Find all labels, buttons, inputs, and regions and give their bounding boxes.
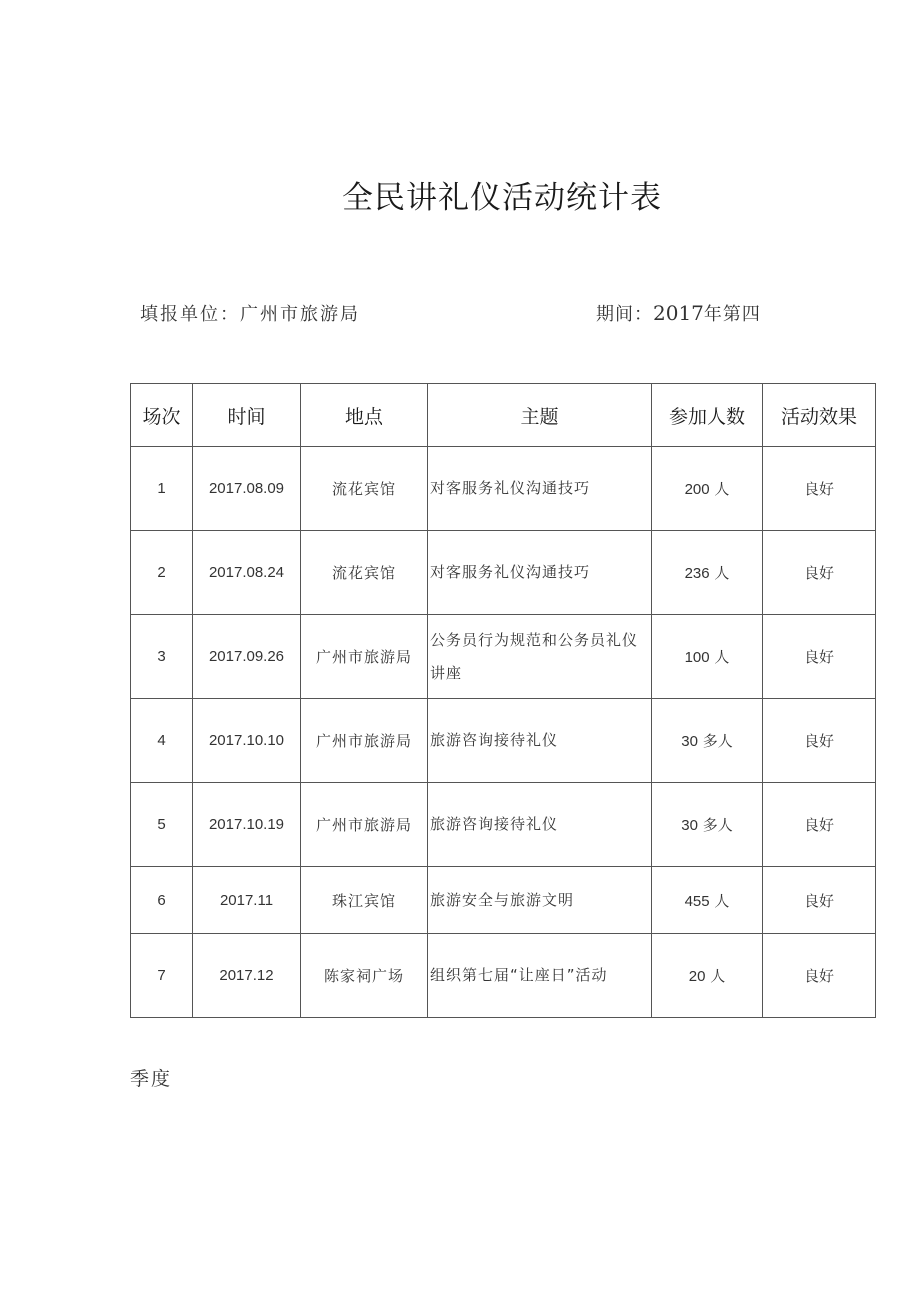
cell-time-text: 2017.09.26 [208,648,285,665]
participants-number: 455 [684,892,710,910]
cell-place: 广州市旅游局 [301,783,428,867]
cell-topic: 组织第七届“让座日”活动 [428,934,652,1018]
period-suffix: 年第四 [703,304,761,325]
table-header-row [131,384,876,447]
table-row [131,934,876,1018]
cell-place: 广州市旅游局 [301,699,428,783]
table-row [131,867,876,934]
participants-number: 200 [684,481,710,498]
cell-topic: 对客服务礼仪沟通技巧 [428,531,652,615]
participants-unit: 人 [714,480,730,498]
period-line [596,300,761,326]
footer-note: 季度 [130,1068,173,1090]
header-time: 时间 [193,384,301,447]
activity-table [130,383,876,1018]
cell-time [193,867,301,934]
cell-time-text: 2017.10.19 [208,816,285,833]
header-effect: 活动效果 [763,384,876,447]
cell-time [193,783,301,867]
participants-unit: 多人 [702,816,733,834]
cell-time [193,699,301,783]
period-label: 期间： [596,304,653,325]
cell-place: 流花宾馆 [301,447,428,531]
cell-participants [652,867,763,934]
header-session: 场次 [131,384,193,447]
cell-place: 陈家祠广场 [301,934,428,1018]
cell-effect: 良好 [763,934,876,1018]
cell-participants [652,699,763,783]
cell-effect: 良好 [763,783,876,867]
participants-number: 100 [684,649,710,666]
cell-participants [652,934,763,1018]
cell-participants [652,783,763,867]
cell-participants [652,615,763,699]
cell-topic: 对客服务礼仪沟通技巧 [428,447,652,531]
participants-number: 30 [681,733,698,750]
page-title: 全民讲礼仪活动统计表 [342,180,662,216]
cell-session: 4 [131,699,193,783]
cell-session: 6 [131,867,193,934]
fill-unit-label: 填报单位： [140,304,240,325]
table-row [131,615,876,699]
cell-time-text: 2017.08.24 [208,564,285,581]
table-row [131,783,876,867]
table-row [131,699,876,783]
header-topic: 主题 [428,384,652,447]
cell-effect: 良好 [763,447,876,531]
participants-unit: 多人 [702,732,733,750]
cell-time-text: 2017.10.10 [208,732,285,749]
cell-effect: 良好 [763,867,876,934]
cell-topic: 旅游咨询接待礼仪 [428,699,652,783]
fill-unit-value: 广州市旅游局 [240,304,360,325]
header-participants: 参加人数 [652,384,763,447]
header-place: 地点 [301,384,428,447]
cell-session: 5 [131,783,193,867]
participants-unit: 人 [714,648,730,666]
cell-participants [652,447,763,531]
cell-effect: 良好 [763,531,876,615]
participants-unit: 人 [714,891,730,910]
cell-time-text: 2017.12 [219,967,274,984]
cell-topic: 公务员行为规范和公务员礼仪讲座 [428,615,652,699]
participants-number: 30 [681,817,698,834]
cell-time [193,531,301,615]
cell-session: 3 [131,615,193,699]
cell-topic: 旅游咨询接待礼仪 [428,783,652,867]
cell-effect: 良好 [763,615,876,699]
cell-session: 7 [131,934,193,1018]
cell-time [193,615,301,699]
cell-time [193,934,301,1018]
cell-topic: 旅游安全与旅游文明 [428,867,652,934]
fill-unit-line [140,300,360,326]
cell-time-text: 2017.11 [219,891,274,909]
participants-unit: 人 [710,967,726,985]
cell-effect: 良好 [763,699,876,783]
cell-place: 珠江宾馆 [301,867,428,934]
cell-participants [652,531,763,615]
cell-time [193,447,301,531]
period-year: 2017 [653,301,704,325]
table-row [131,447,876,531]
cell-session: 2 [131,531,193,615]
participants-number: 20 [688,968,706,985]
participants-number: 236 [684,565,710,582]
cell-place: 广州市旅游局 [301,615,428,699]
cell-session: 1 [131,447,193,531]
cell-place: 流花宾馆 [301,531,428,615]
participants-unit: 人 [714,564,730,582]
cell-time-text: 2017.08.09 [208,480,285,497]
table-row [131,531,876,615]
